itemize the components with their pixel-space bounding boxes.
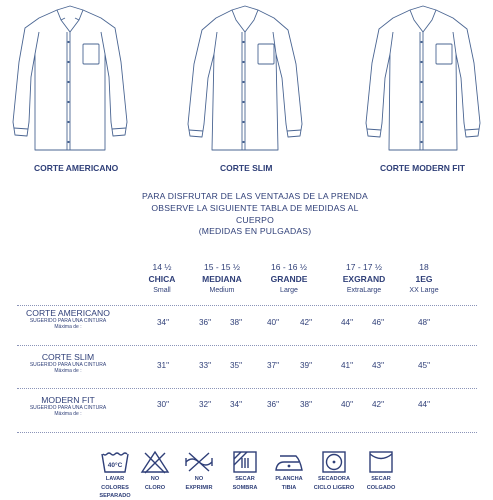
care-label: CICLO LIGERO [313, 484, 355, 491]
table-cell: 34" [156, 318, 169, 327]
table-cell: 39" [299, 361, 312, 370]
fit-label-modern: CORTE MODERN FIT [380, 163, 465, 173]
table-cell: 42" [299, 318, 312, 327]
row-note: Máxima de : [54, 411, 82, 417]
care-label: COLORES [101, 484, 129, 491]
table-cell: 34" [229, 400, 242, 409]
intro-line: (MEDIDAS EN PULGADAS) [198, 226, 312, 237]
intro-text [110, 191, 400, 238]
table-cell: 30" [156, 400, 169, 409]
row-note: Máxima de : [54, 324, 82, 330]
care-label: TIBIA [281, 484, 297, 491]
row-label-american [20, 308, 116, 330]
table-cell: 35" [229, 361, 242, 370]
care-symbol-wash [94, 450, 136, 500]
no-wring-icon [184, 450, 214, 474]
table-cell: 41" [340, 361, 353, 370]
care-symbol-iron [268, 450, 310, 491]
table-divider [17, 388, 477, 389]
no-bleach-icon [140, 450, 170, 474]
size-header-1eg [398, 261, 450, 297]
table-divider [17, 305, 477, 306]
size-name: GRANDE [270, 274, 308, 284]
size-header-exgrand [328, 261, 400, 297]
table-cell: 38" [299, 400, 312, 409]
line-dry-icon [366, 450, 396, 474]
table-divider [17, 432, 477, 433]
table-cell: 37" [266, 361, 279, 370]
table-cell: 42" [371, 400, 384, 409]
row-note: SUGERIDO PARA UNA CINTURA [29, 405, 107, 411]
size-range: 18 [419, 262, 429, 272]
size-name-en: Medium [209, 287, 235, 294]
table-cell: 43" [371, 361, 384, 370]
table-divider [17, 345, 477, 346]
size-name-en: Large [280, 287, 298, 294]
size-name-en: Small [153, 287, 171, 294]
care-symbol-line-dry [360, 450, 402, 491]
american-fit-shirt-illustration [5, 2, 135, 157]
care-label: COLGADO [366, 484, 396, 491]
care-label: NO [194, 476, 204, 482]
table-cell: 36" [266, 400, 279, 409]
wash-temperature: 40°C [107, 462, 123, 469]
care-label: CLORO [144, 484, 166, 491]
table-cell: 44" [417, 400, 430, 409]
table-cell: 40" [266, 318, 279, 327]
size-name: CHICA [148, 274, 176, 284]
size-name-en: XX Large [409, 287, 439, 294]
table-cell: 32" [198, 400, 211, 409]
dry-in-shade-icon [230, 450, 260, 474]
intro-line: PARA DISFRUTAR DE LAS VENTAJAS DE LA PRENDA [142, 191, 368, 201]
row-label-modern [20, 395, 116, 417]
slim-fit-shirt-illustration [180, 2, 310, 157]
row-note: SUGERIDO PARA UNA CINTURA [29, 362, 107, 368]
size-range: 17 - 17 ½ [346, 262, 382, 272]
row-note: SUGERIDO PARA UNA CINTURA [29, 318, 107, 324]
care-symbol-tumble-dry [310, 450, 358, 491]
care-symbol-dry-shade [224, 450, 266, 491]
care-label: PLANCHA [275, 476, 303, 482]
modern-fit-shirt-illustration [358, 2, 488, 157]
size-range: 14 ½ [152, 262, 172, 272]
care-label: SECAR [235, 476, 255, 482]
care-label: NO [150, 476, 160, 482]
care-label: EXPRIMIR [185, 484, 213, 491]
intro-line: OBSERVE LA SIGUIENTE TABLA DE MEDIDAS AL [151, 202, 359, 213]
row-note: Máxima de : [54, 368, 82, 374]
care-label: LAVAR [105, 476, 125, 482]
row-title: CORTE SLIM [41, 352, 95, 362]
table-cell: 44" [340, 318, 353, 327]
size-name: MEDIANA [202, 274, 242, 284]
row-label-slim [20, 352, 116, 374]
table-cell: 36" [198, 318, 211, 327]
size-range: 16 - 16 ½ [271, 262, 307, 272]
table-cell: 40" [340, 400, 353, 409]
size-header-chica [140, 261, 184, 297]
row-title: MODERN FIT [41, 395, 95, 405]
size-range: 15 - 15 ½ [204, 262, 240, 272]
iron-low-icon [274, 450, 304, 474]
care-label: SEPARADO [99, 493, 131, 500]
care-label: SECADORA [317, 476, 350, 482]
care-symbol-no-wring [178, 450, 220, 491]
care-symbol-no-bleach [134, 450, 176, 491]
wash-40c-icon [100, 450, 130, 474]
table-cell: 46" [371, 318, 384, 327]
table-cell: 33" [198, 361, 211, 370]
care-label: SECAR [371, 476, 391, 482]
size-header-mediana [186, 261, 258, 297]
row-title: CORTE AMERICANO [26, 308, 110, 318]
table-cell: 45" [417, 361, 430, 370]
fit-label-american: CORTE AMERICANO [34, 163, 119, 173]
intro-line: CUERPO [236, 214, 274, 225]
tumble-dry-gentle-icon [319, 450, 349, 474]
size-header-grande [258, 261, 320, 297]
size-name: EXGRAND [342, 274, 386, 284]
size-name: 1EG [415, 274, 433, 284]
fit-label-slim: CORTE SLIM [220, 163, 273, 173]
table-cell: 38" [229, 318, 242, 327]
care-label: SOMBRA [232, 484, 258, 491]
table-cell: 31" [156, 361, 169, 370]
table-cell: 48" [417, 318, 430, 327]
size-name-en: ExtraLarge [346, 287, 382, 294]
